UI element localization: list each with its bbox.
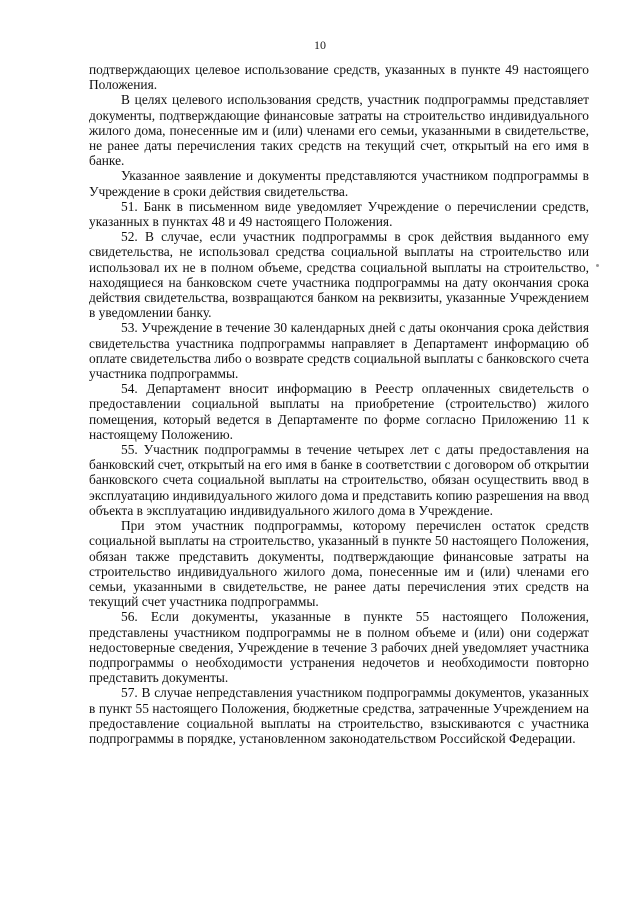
document-body	[89, 62, 589, 746]
paragraph-clause-51: 51. Банк в письменном виде уведомляет Учреждение о перечислении средств, указанных в пунктах 48 и 49 настоящего Положения.	[89, 198, 589, 230]
paragraph-clause-55: 55. Участник подпрограммы в течение четырех лет с даты предоставления на банковский счет, открытый на его имя в банке в соответствии с договором об открытии банковского счета социальной выплаты на строительство, обязан осуществить ввод в эксплуатацию индивидуального жилого дома и представить копию разрешения на ввод объекта в эксплуатацию индивидуального жилого дома в Учреждение.	[89, 442, 589, 518]
paragraph-clause-52: 52. В случае, если участник подпрограммы в срок действия выданного ему свидетельства, не использовал средства социальной выплаты на строительство или использовал их не в полном объеме, средства социальной выплаты на строительство, находящиеся на банковском счете участника подпрограммы на дату окончания срока действия свидетельства, возвращаются банком на реквизиты, указанные Учреждением в уведомлении банку.	[89, 229, 589, 321]
scan-speck	[596, 264, 599, 267]
paragraph-clause-56: 56. Если документы, указанные в пункте 55 настоящего Положения, представлены участником подпрограммы не в полном объеме и (или) они содержат недостоверные сведения, Учреждение в течение 3 рабочих дней уведомляет участника подпрограммы о необходимости устранения недочетов и необходимости повторно представить документы.	[89, 609, 589, 686]
paragraph-clause-54: 54. Департамент вносит информацию в Реестр оплаченных свидетельств о предоставлении социальной выплаты на приобретение (строительство) жилого помещения, который ведется в Департаменте по форме согласно Приложению 11 к настоящему Положению.	[89, 381, 589, 442]
paragraph-continuation: подтверждающих целевое использование средств, указанных в пункте 49 настоящего Положения.	[89, 62, 589, 93]
paragraph-application-documents: Указанное заявление и документы представляются участником подпрограммы в Учреждение в сроки действия свидетельства.	[89, 168, 589, 199]
paragraph-target-use: В целях целевого использования средств, участник подпрограммы представляет документы, подтверждающие финансовые затраты на строительство индивидуального жилого дома, понесенные им и (или) членами его семьи, указанными в свидетельстве, не ранее даты перечисления таких средств на текущий счет, открытый на его имя в банке.	[89, 92, 589, 169]
paragraph-clause-57: 57. В случае непредставления участником подпрограммы документов, указанных в пункт 55 настоящего Положения, бюджетные средства, затраченные Учреждением на предоставление социальной выплаты на строительство, взыскиваются с участника подпрограммы в порядке, установленном законодательством Российской Федерации.	[89, 685, 589, 746]
paragraph-clause-53: 53. Учреждение в течение 30 календарных дней с даты окончания срока действия свидетельства участника подпрограммы направляет в Департамент информацию об оплате свидетельства либо о возврате средств социальной выплаты с банковского счета участника подпрограммы.	[89, 320, 589, 382]
page-number: 10	[314, 38, 326, 52]
paragraph-clause-55-remainder: При этом участник подпрограммы, которому перечислен остаток средств социальной выплаты на строительство, указанный в пункте 50 настоящего Положения, обязан также представить документы, подтверждающие финансовые затраты на строительство индивидуального жилого дома, понесенные им и (или) членами его семьи, указанными в свидетельстве, не ранее даты перечисления этих средств на текущий счет участника подпрограммы.	[89, 518, 589, 610]
